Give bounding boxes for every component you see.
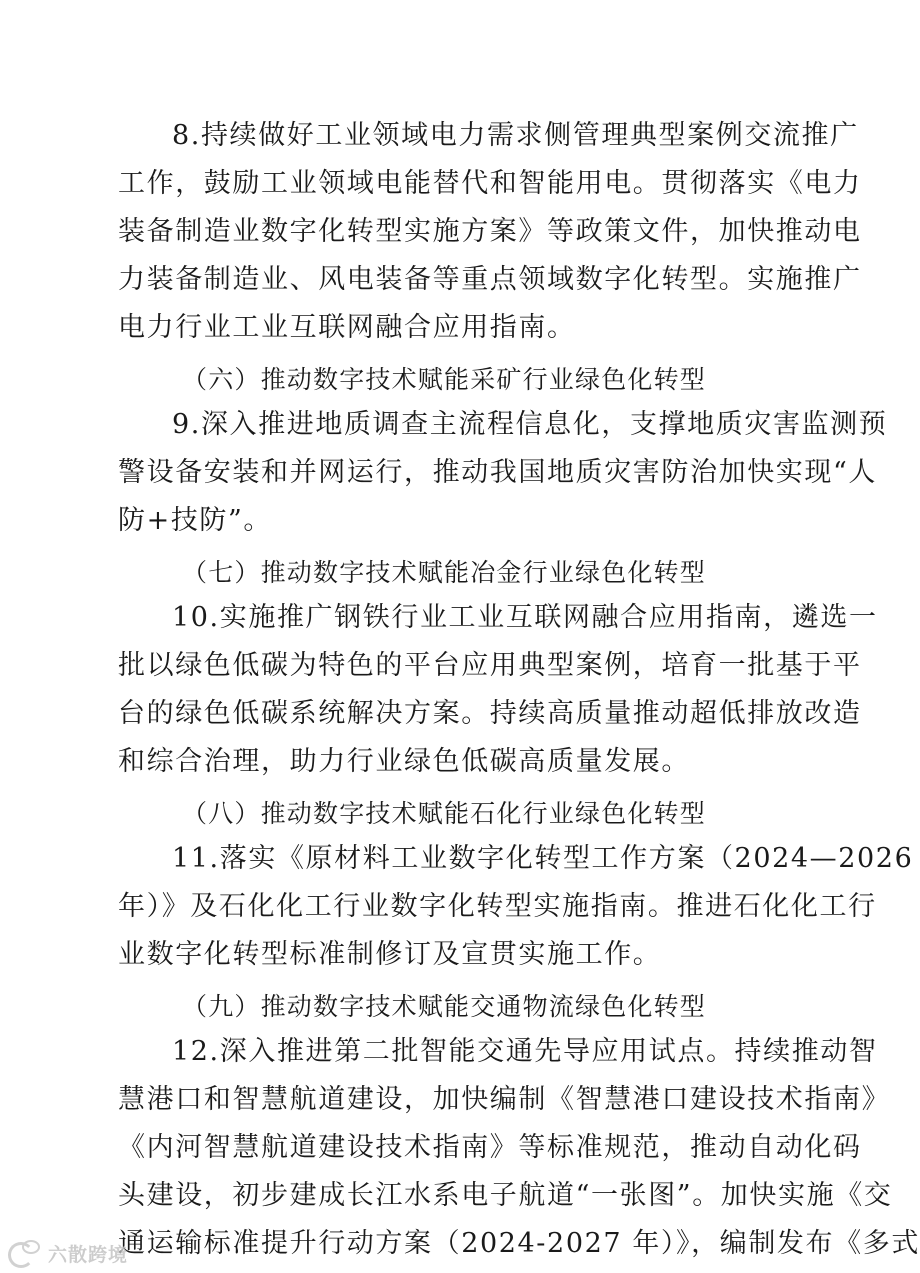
paragraph-8-line-5: 电力行业工业互联网融合应用指南。 xyxy=(118,312,576,343)
paragraph-10-line-1: 10.实施推广钢铁行业工业互联网融合应用指南，遴选一 xyxy=(172,602,878,633)
paragraph-11-line-1: 11.落实《原材料工业数字化转型工作方案（2024—2026 xyxy=(172,843,914,874)
watermark-logo-icon xyxy=(8,1240,42,1266)
paragraph-10-line-4: 和综合治理，助力行业绿色低碳高质量发展。 xyxy=(118,746,690,777)
paragraph-12-line-4: 头建设，初步建成长江水系电子航道“一张图”。加快实施《交 xyxy=(118,1180,893,1211)
section-heading-9: （九）推动数字技术赋能交通物流绿色化转型 xyxy=(182,992,707,1021)
paragraph-11-line-2: 年）》及石化化工行业数字化转型实施指南。推进石化化工行 xyxy=(118,891,877,922)
paragraph-10-line-3: 台的绿色低碳系统解决方案。持续高质量推动超低排放改造 xyxy=(118,698,862,729)
paragraph-12-line-5: 通运输标准提升行动方案（2024-2027 年）》，编制发布《多式 xyxy=(118,1228,920,1259)
section-heading-6: （六）推动数字技术赋能采矿行业绿色化转型 xyxy=(182,365,707,394)
paragraph-8-line-4: 力装备制造业、风电装备等重点领域数字化转型。实施推广 xyxy=(118,264,862,295)
paragraph-11-line-3: 业数字化转型标准制修订及宣贯实施工作。 xyxy=(118,939,662,970)
paragraph-12-line-2: 慧港口和智慧航道建设，加快编制《智慧港口建设技术指南》 xyxy=(118,1084,891,1115)
paragraph-9-line-2: 警设备安装和并网运行，推动我国地质灾害防治加快实现“人 xyxy=(118,457,878,488)
paragraph-8-line-3: 装备制造业数字化转型实施方案》等政策文件，加快推动电 xyxy=(118,216,862,247)
paragraph-10-line-2: 批以绿色低碳为特色的平台应用典型案例，培育一批基于平 xyxy=(118,650,862,681)
paragraph-9-line-3: 防+技防”。 xyxy=(118,505,273,536)
paragraph-12-line-1: 12.深入推进第二批智能交通先导应用试点。持续推动智 xyxy=(172,1036,878,1067)
section-heading-7: （七）推动数字技术赋能冶金行业绿色化转型 xyxy=(182,558,707,587)
watermark-text: 六散跨境 xyxy=(48,1243,129,1266)
paragraph-12-line-3: 《内河智慧航道建设技术指南》等标准规范，推动自动化码 xyxy=(118,1132,862,1163)
paragraph-8-line-1: 8.持续做好工业领域电力需求侧管理典型案例交流推广 xyxy=(172,120,859,151)
watermark xyxy=(8,1238,128,1268)
section-heading-8: （八）推动数字技术赋能石化行业绿色化转型 xyxy=(182,799,707,828)
paragraph-9-line-1: 9.深入推进地质调查主流程信息化，支撑地质灾害监测预 xyxy=(172,409,888,440)
paragraph-8-line-2: 工作，鼓励工业领域电能替代和智能用电。贯彻落实《电力 xyxy=(118,168,862,199)
